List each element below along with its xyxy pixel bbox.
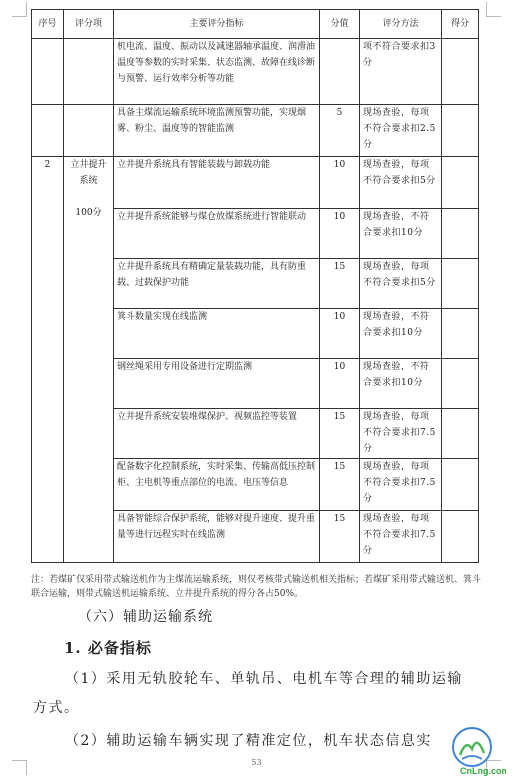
- cell-category: [64, 157, 114, 563]
- crop-mark-top-left: [12, 2, 27, 17]
- cell-indicator: 立井提升系统安装堆煤保护、视频监控等装置: [114, 409, 320, 459]
- cell-category: [64, 39, 114, 105]
- page-number: 53: [251, 758, 262, 767]
- header-value: 分值: [320, 10, 360, 39]
- cell-method: 现场查验，每项不符合要求扣7.5分: [360, 409, 442, 459]
- cell-method: 现场查验，不符合要求扣10分: [360, 309, 442, 359]
- category-name: 立井提升系统: [70, 160, 107, 186]
- watermark-logo: [446, 719, 506, 777]
- cell-indicator: 立井提升系统具有智能装载与卸载功能: [114, 157, 320, 209]
- cell-category: [64, 105, 114, 157]
- cell-value: 15: [320, 511, 360, 563]
- cell-indicator: 箕斗数量实现在线监测: [114, 309, 320, 359]
- cell-score: [442, 209, 479, 259]
- cell-method: 项不符合要求扣3分: [360, 39, 442, 105]
- paragraph: （2）辅助运输车辆实现了精准定位，机车状态信息实: [65, 733, 432, 749]
- cell-score: [442, 157, 479, 209]
- cell-method: 现场查验，每项不符合要求扣7.5分: [360, 459, 442, 511]
- cell-value: 15: [320, 459, 360, 511]
- cell-value: 15: [320, 409, 360, 459]
- cell-indicator: 立井提升系统能够与煤仓放煤系统进行智能联动: [114, 209, 320, 259]
- cell-value: 5: [320, 105, 360, 157]
- header-method: 评分方法: [360, 10, 442, 39]
- cell-no: 2: [32, 157, 64, 563]
- table-row: [32, 105, 479, 157]
- header-score: 得分: [442, 10, 479, 39]
- watermark-logo-icon: [446, 719, 506, 777]
- cell-method: 现场查验，不符合要求扣10分: [360, 359, 442, 409]
- subheading: 1. 必备指标: [64, 639, 152, 657]
- watermark-text: CnLng.com: [460, 766, 506, 776]
- header-no: 序号: [32, 10, 64, 39]
- scoring-table: [31, 9, 479, 563]
- table-note: 注：若煤矿仅采用带式输送机作为主煤流运输系统，则仅考核带式输送机相关指标；若煤矿采用带式输送机、箕斗联合运输，则带式输送机运输系统、立井提升系统的得分各占50%。: [31, 575, 482, 599]
- table-header-row: [32, 10, 479, 39]
- cell-method: 现场查验，每项不符合要求扣5分: [360, 259, 442, 309]
- cell-value: 10: [320, 157, 360, 209]
- paragraph: （1）采用无轨胶轮车、单轨吊、电机车等合理的辅助运输方式。: [33, 671, 463, 716]
- header-category: 评分项: [64, 10, 114, 39]
- cell-method: 现场查验，不符合要求扣10分: [360, 209, 442, 259]
- crop-mark-top-right: [486, 2, 501, 17]
- cell-indicator: 钢丝绳采用专用设备进行定期监测: [114, 359, 320, 409]
- cell-indicator: 具备智能综合保护系统，能够对提升速度、提升重量等进行远程实时在线监测: [114, 511, 320, 563]
- cell-value: [320, 39, 360, 105]
- cell-score: [442, 39, 479, 105]
- cell-method: 现场查验，每项不符合要求扣5分: [360, 157, 442, 209]
- table-row: [32, 157, 479, 209]
- cell-score: [442, 309, 479, 359]
- table-row: [32, 39, 479, 105]
- cell-score: [442, 105, 479, 157]
- cell-value: 10: [320, 309, 360, 359]
- cell-value: 10: [320, 209, 360, 259]
- cell-score: [442, 409, 479, 459]
- cell-value: 15: [320, 259, 360, 309]
- cell-no: [32, 39, 64, 105]
- category-points: 100分: [75, 208, 102, 218]
- cell-score: [442, 511, 479, 563]
- cell-method: 现场查验，每项不符合要求扣2.5分: [360, 105, 442, 157]
- cell-indicator: 配备数字化控制系统，实时采集、传输高低压控制柜、主电机等重点部位的电流、电压等信息: [114, 459, 320, 511]
- cell-no: [32, 105, 64, 157]
- cell-indicator: 具备主煤流运输系统环境监测预警功能，实现烟雾、粉尘、温度等的智能监测: [114, 105, 320, 157]
- cell-score: [442, 459, 479, 511]
- cell-score: [442, 259, 479, 309]
- cell-score: [442, 359, 479, 409]
- section-title: （六）辅助运输系统: [78, 609, 213, 625]
- cell-indicator: 立井提升系统具有精确定量装载功能，具有防重载、过载保护功能: [114, 259, 320, 309]
- cell-indicator: 机电流、温度、振动以及减速器轴承温度、润滑油温度等参数的实时采集、状态监测、故障在线诊断与预警、运行效率分析等功能: [114, 39, 320, 105]
- header-indicator: 主要评分指标: [114, 10, 320, 39]
- cell-value: 10: [320, 359, 360, 409]
- cell-method: 现场查验，每项不符合要求扣7.5分: [360, 511, 442, 563]
